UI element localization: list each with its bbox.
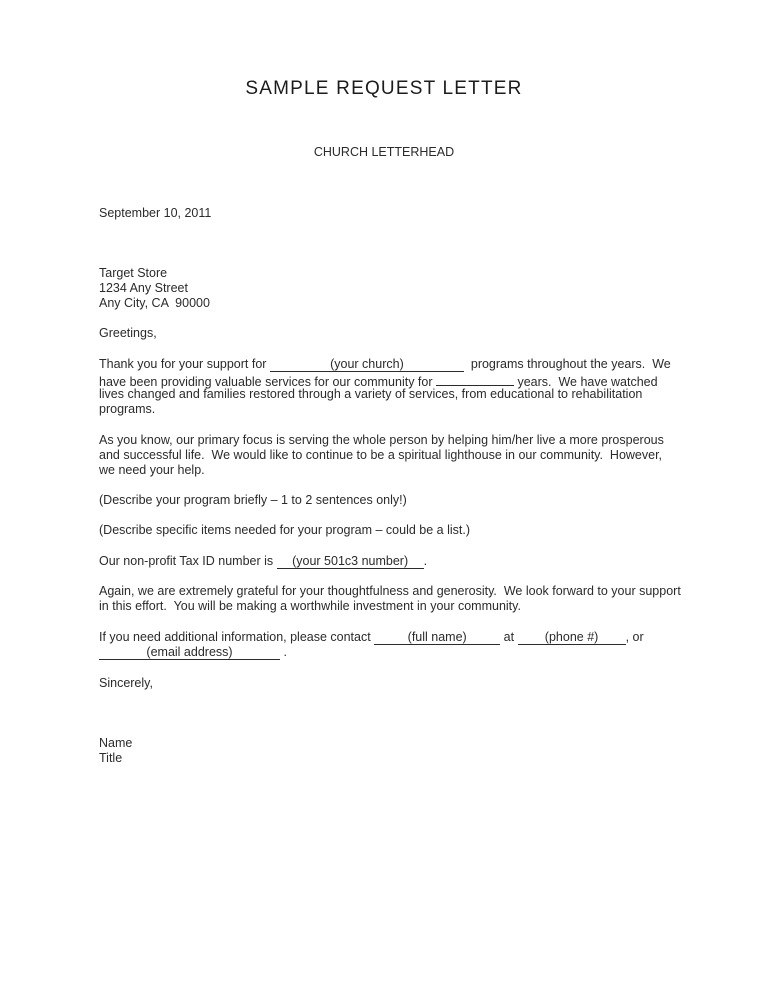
church-name-blank[interactable] <box>270 358 464 372</box>
paragraph-tax-id <box>99 554 427 569</box>
letterhead: CHURCH LETTERHEAD <box>313 145 455 159</box>
text: . <box>280 645 287 659</box>
text: at <box>500 630 518 644</box>
phone-blank[interactable] <box>518 631 626 645</box>
tax-id-blank[interactable] <box>277 555 424 569</box>
paragraph-2-line-1: As you know, our primary focus is serving the whole person by helping him/her live a more prosperous <box>99 433 664 447</box>
paragraph-1-line-4: programs. <box>99 402 156 416</box>
email-placeholder: (email address) <box>146 645 233 659</box>
letter-date: September 10, 2011 <box>99 206 212 220</box>
document-title: SAMPLE REQUEST LETTER <box>245 78 523 99</box>
paragraph-1-line-3: lives changed and families restored through a variety of services, from educational to rehabilitation <box>99 387 643 401</box>
tax-id-placeholder: (your 501c3 number) <box>292 554 409 568</box>
paragraph-contact-line-1 <box>99 630 644 645</box>
text: Thank you for your support for <box>99 357 270 371</box>
text: Our non-profit Tax ID number is <box>99 554 277 568</box>
signature-name: Name <box>99 736 133 750</box>
signature-title: Title <box>99 751 123 765</box>
paragraph-items-needed: (Describe specific items needed for your program – could be a list.) <box>99 523 470 537</box>
text: , or <box>625 630 644 644</box>
greeting: Greetings, <box>99 326 157 340</box>
paragraph-thanks-line-2: in this effort. You will be making a worthwhile investment in your community. <box>99 599 521 613</box>
paragraph-contact-line-2 <box>99 645 287 660</box>
text: . <box>423 554 428 568</box>
phone-placeholder: (phone #) <box>544 630 599 644</box>
text: If you need additional information, please contact <box>99 630 375 644</box>
full-name-placeholder: (full name) <box>407 630 467 644</box>
full-name-blank[interactable] <box>374 631 500 645</box>
paragraph-program-description: (Describe your program briefly – 1 to 2 sentences only!) <box>99 493 407 507</box>
paragraph-2-line-3: we need your help. <box>99 463 205 477</box>
recipient-city: Any City, CA 90000 <box>99 296 210 310</box>
text: years. We have watched <box>513 375 658 389</box>
paragraph-2-line-2: and successful life. We would like to continue to be a spiritual lighthouse in our community. However, <box>99 448 663 462</box>
text: programs throughout the years. We <box>463 357 671 371</box>
text: have been providing valuable services for our community for <box>99 375 436 389</box>
church-placeholder: (your church) <box>330 357 404 371</box>
closing: Sincerely, <box>99 676 153 690</box>
recipient-name: Target Store <box>99 266 168 280</box>
recipient-street: 1234 Any Street <box>99 281 188 295</box>
paragraph-1-line-1 <box>99 357 671 372</box>
paragraph-thanks-line-1: Again, we are extremely grateful for your thoughtfulness and generosity. We look forward to your support <box>99 584 681 598</box>
email-blank[interactable] <box>99 646 280 660</box>
years-blank[interactable] <box>436 372 514 386</box>
